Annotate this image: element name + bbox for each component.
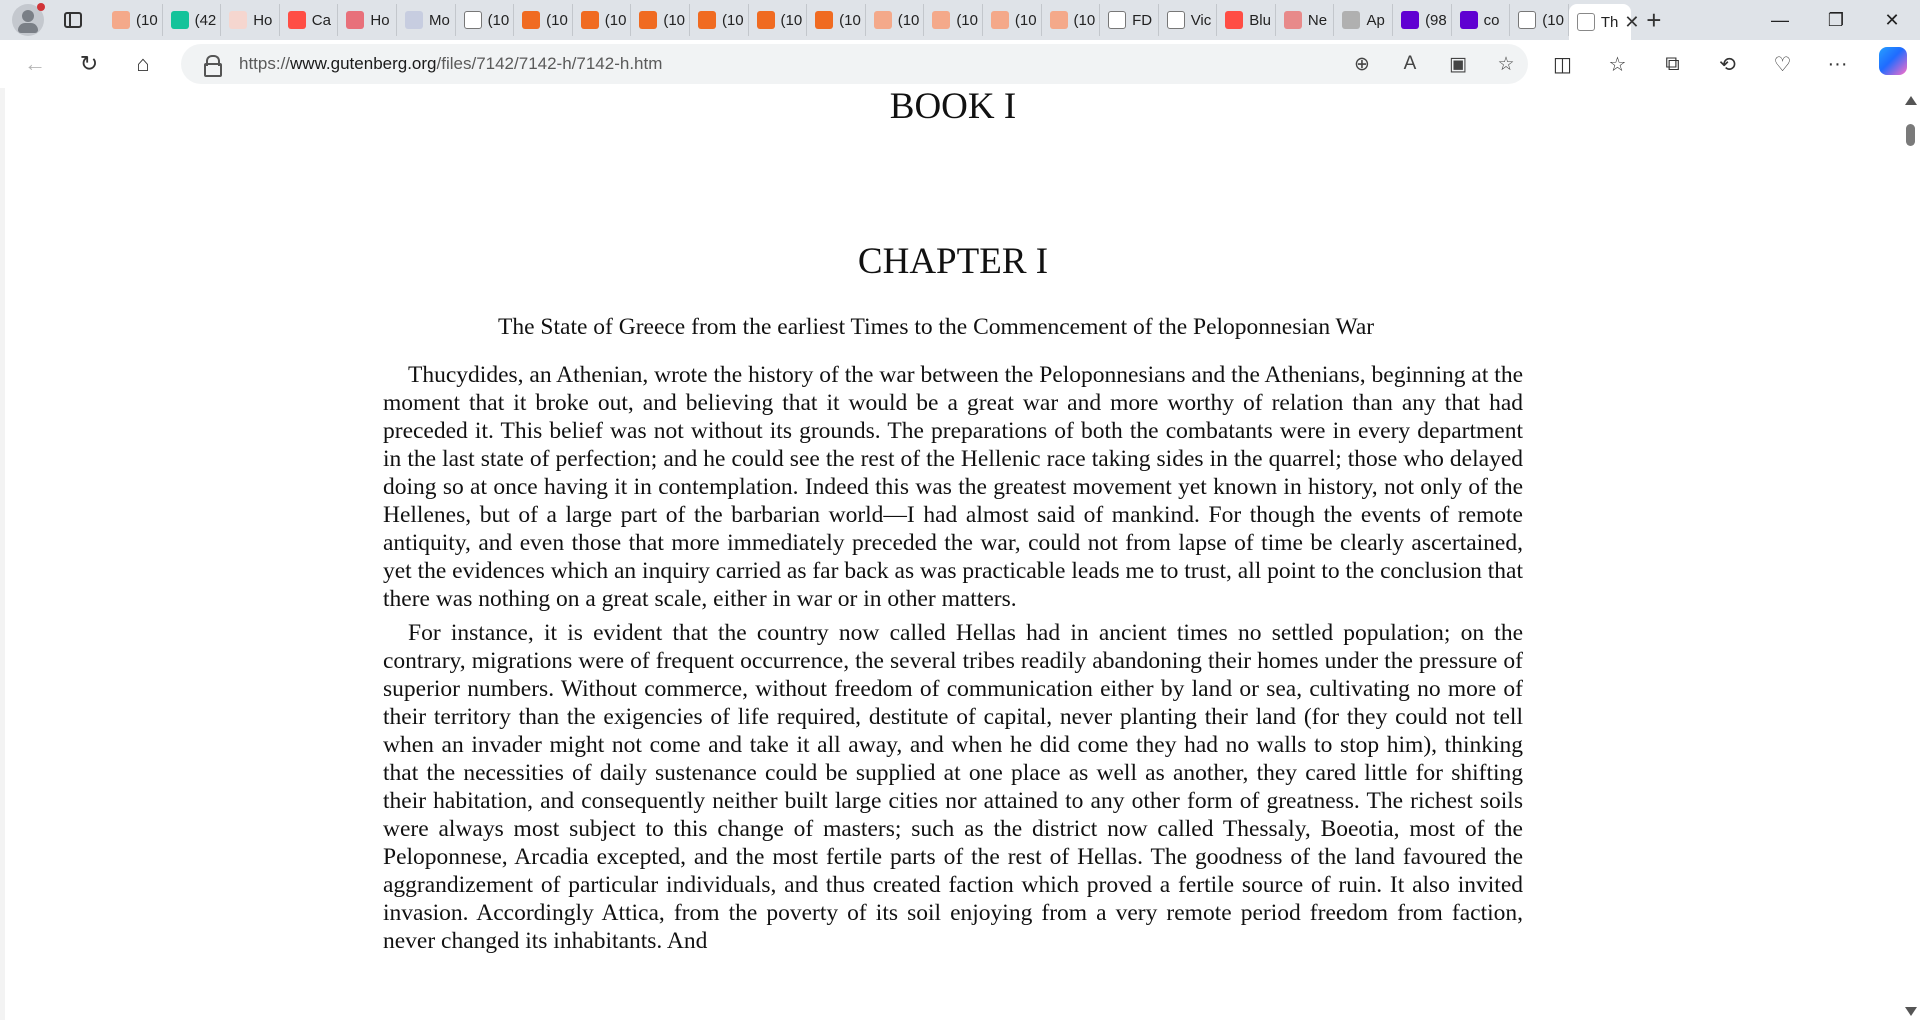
book-heading: BOOK I [889,86,1017,127]
page-icon [1518,11,1536,29]
lock-icon[interactable] [203,55,221,73]
page-viewport [5,88,1900,1020]
window-controls [1752,0,1920,40]
tab[interactable] [1217,4,1276,36]
tab[interactable] [1393,4,1452,36]
tab[interactable] [573,4,632,36]
address-bar[interactable] [181,44,1528,84]
tab[interactable] [1042,4,1101,36]
youtube-icon [1225,11,1243,29]
tab-label: (10 [780,11,803,29]
tab[interactable] [338,4,397,36]
tab-label: Ca [311,11,331,29]
tab-label: (98 [1425,11,1447,29]
new-tab-button[interactable]: + [1646,4,1662,35]
tab[interactable] [749,4,808,36]
tab[interactable] [104,4,163,36]
mail-icon [1401,11,1419,29]
browser-essentials-icon[interactable]: ♡ [1773,53,1792,76]
tab-label: Ho [370,11,390,29]
bookmark-icon [581,11,599,29]
chapter-heading: CHAPTER I [857,241,1049,282]
tab-label: (10 [136,11,158,29]
url-text[interactable]: https://www.gutenberg.org/files/7142/7142-h/7142-h.htm [239,54,663,73]
tab-label: Ho [253,11,273,29]
toolbar-right [1535,40,1920,88]
yahoo-icon [1460,11,1478,29]
tab[interactable] [280,4,339,36]
back-button[interactable]: ← [24,51,46,76]
copilot-button[interactable] [1865,47,1920,81]
profile-avatar-icon[interactable] [12,4,44,36]
tab-label: (10 [956,11,978,29]
tab-label: (10 [1014,11,1037,29]
tab-label: co [1483,11,1500,29]
tab[interactable] [456,4,515,36]
collections-icon[interactable]: ⧉ [1665,52,1680,75]
zoom-icon[interactable]: ⊕ [1354,53,1370,75]
tab[interactable] [690,4,749,36]
tab-label: (10 [604,11,627,29]
tab-label: Mo [428,11,450,29]
scrollbar-thumb[interactable] [1906,124,1915,146]
bookmark-icon [698,11,716,29]
browser-toolbar [0,40,1920,88]
tab[interactable] [866,4,925,36]
tab[interactable] [1159,4,1218,36]
tab-label: Ap [1366,11,1385,29]
tab-label: (42 [194,11,217,29]
tab-label: (10 [546,11,568,29]
tab[interactable] [983,4,1042,36]
star-icon [1167,11,1185,29]
home-button[interactable]: ⌂ [136,51,150,76]
close-tab-icon[interactable]: ✕ [1624,11,1640,32]
tab[interactable] [221,4,280,36]
tab-label: FD [1132,11,1153,29]
tab[interactable] [397,4,456,36]
tab-strip-left [0,4,104,36]
scroll-down-arrow-icon[interactable] [1905,1007,1917,1016]
tab[interactable] [807,4,866,36]
copilot-icon [1879,47,1907,75]
chapter-subtitle: The State of Greece from the earliest Times to the Commencement of the Peloponnesian War [498,314,1375,340]
tab-label: Blu [1249,11,1271,29]
tab[interactable] [924,4,983,36]
bookmark-icon [757,11,775,29]
page-icon [1577,13,1595,31]
podcast-icon [346,11,364,29]
page-icon [464,11,482,29]
bookmark-icon [522,11,540,29]
text-icon [405,11,423,29]
vertical-scrollbar[interactable] [1900,88,1920,1020]
paragraph: For instance, it is evident that the country now called Hellas had in ancient times no settled population; on the contrary, migrations were of frequent occurrence, the several tribes readily abandoning their homes under the pressure of superior numbers. Without commerce, without freedom of communication either by land or sea, cultivating no more of their territory than the exigencies of life required, destitute of capital, never planting their land (for they could not tell when an invader might not come and take it all away, and when he did come they had no walls to stop him), thinking that the necessities of daily sustenance could be supplied at one place as well as another, they cared little for shifting their habitation, and consequently neither built large cities nor attained to any other form of greatness. The richest soils were always most subject to this change of masters; such as the district now called Thessaly, Boeotia, most of the Peloponnese, Arcadia excepted, and the most fertile parts of the rest of Hellas. The goodness of the land favoured the aggrandizement of particular individuals, and thus created faction which proved a fertile source of ruin. It also invited invasion. Accordingly Attica, from the poverty of its soil enjoying from a very remote period freedom from faction, never changed its inhabitants. And [383,620,1523,954]
bookmark-icon [874,11,892,29]
bi-icon [229,11,247,29]
immersive-reader-icon[interactable]: ▣ [1449,53,1467,75]
tab-active[interactable] [1569,4,1640,40]
bookmark-icon [639,11,657,29]
add-favorite-icon[interactable]: ☆ [1497,53,1515,75]
tab-active-label: Th [1600,13,1619,31]
tab[interactable] [1276,4,1335,36]
tab[interactable] [631,4,690,36]
tab-label: Ne [1307,11,1328,29]
tab-list [104,0,1569,40]
tab[interactable] [1100,4,1159,36]
bookmark-icon [815,11,833,29]
minimize-button[interactable]: — [1771,9,1789,30]
book-content [383,88,1523,955]
notification-dot [37,3,45,11]
tab-label: (10 [897,11,920,29]
history-icon[interactable]: ⟲ [1719,53,1736,76]
tab-label: (10 [839,11,861,29]
tab[interactable] [1510,4,1569,36]
tab-label: (10 [487,11,510,29]
grammarly-icon [171,11,189,29]
tab[interactable] [1452,4,1511,36]
tab[interactable] [163,4,222,36]
tab-actions-icon[interactable] [64,12,82,28]
split-screen-icon[interactable]: ◫ [1553,53,1572,76]
tab[interactable] [514,4,573,36]
restore-button[interactable]: ❐ [1827,9,1845,30]
paragraph: Thucydides, an Athenian, wrote the history of the war between the Peloponnesians and the Athenians, beginning at the moment that it broke out, and believing that it would be a great war and more worthy of relation than any that had preceded it. This belief was not without its grounds. The preparations of both the combatants were in every department in the last state of perfection; and he could see the rest of the Hellenic race taking sides in the quarrel; those who delayed doing so at once having it in contemplation. Indeed this was the greatest movement yet known in history, not only of the Hellenes, but of a large part of the barbarian world—I had almost said of mankind. For though the events of remote antiquity, and even those that more immediately preceded the war, could not from lapse of time be clearly ascertained, yet the evidences which an inquiry carried as far back as was practicable leads me to trust, all point to the conclusion that there was nothing on a great scale, either in war or in other matters. [383,362,1524,612]
close-window-button[interactable]: ✕ [1884,9,1900,30]
youtube-icon [288,11,306,29]
bookmark-icon [112,11,130,29]
tab-label: (10 [1542,11,1564,29]
letter-r-icon [1284,11,1302,29]
page-icon [1108,11,1126,29]
tab-strip [0,0,1920,40]
favorites-icon[interactable]: ☆ [1608,53,1627,76]
refresh-button[interactable]: ↻ [79,51,99,76]
settings-menu-icon[interactable]: ··· [1827,52,1848,75]
bookmark-icon [991,11,1009,29]
bookmark-icon [932,11,950,29]
read-aloud-icon[interactable]: A [1403,53,1417,74]
tab-label: (10 [1073,11,1096,29]
tab-label: (10 [721,11,744,29]
address-bar-icons [1350,44,1518,84]
scroll-up-arrow-icon[interactable] [1905,96,1917,105]
tab[interactable] [1334,4,1393,36]
globe-icon [1342,11,1360,29]
bookmark-icon [1050,11,1068,29]
tab-label: (10 [663,11,686,29]
tab-label: Vic [1190,11,1212,29]
